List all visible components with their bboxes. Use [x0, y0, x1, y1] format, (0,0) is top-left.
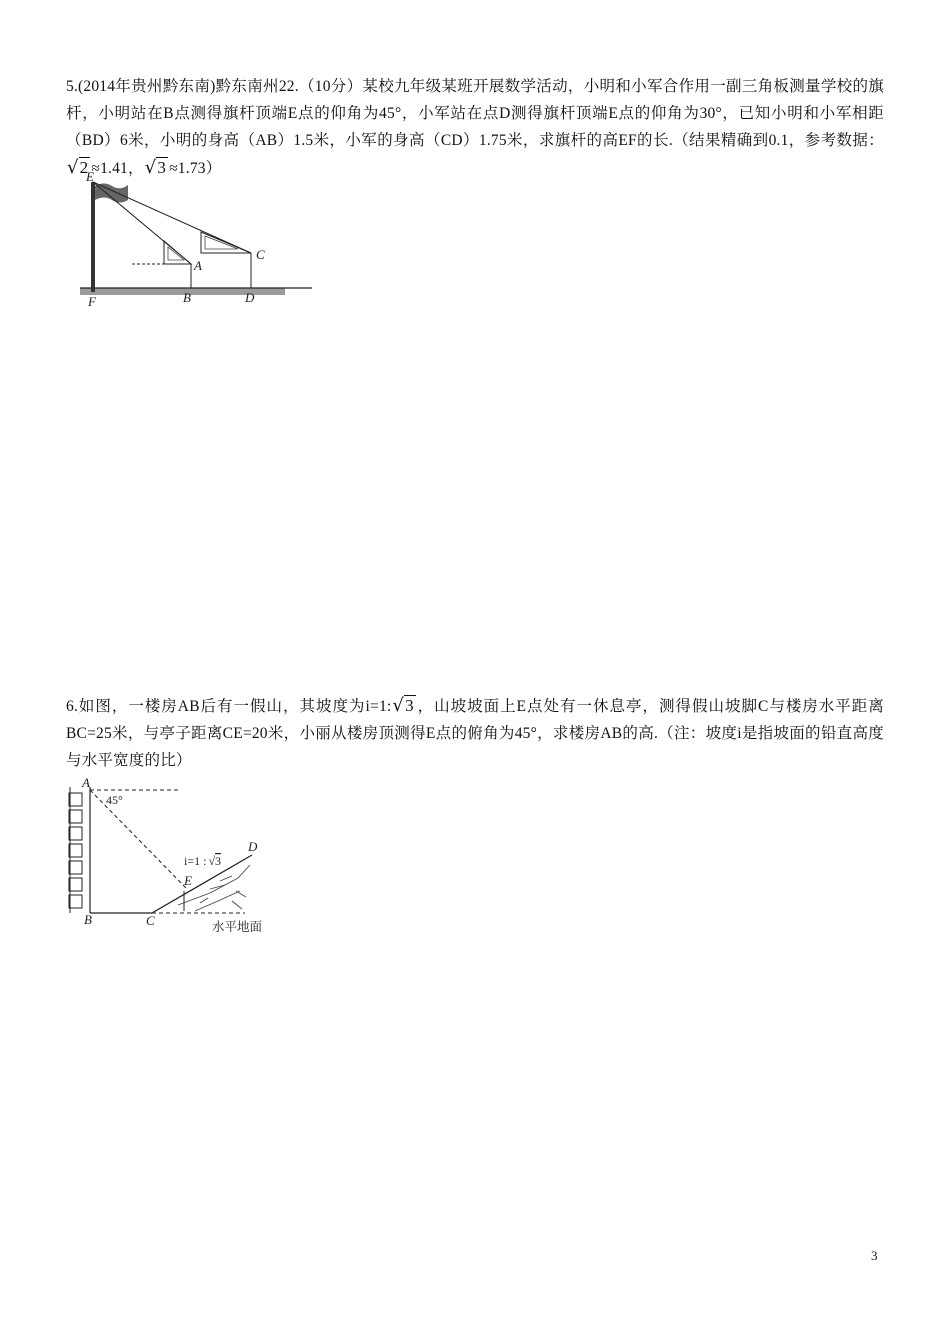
label-A: A	[82, 775, 90, 790]
problem-6-body-end: ，山坡坡面上E点处有一休息亭，测得假山坡脚C与楼房水平距离BC=25米，与亭子距离CE=20米，小丽从楼房顶测得E点的俯角为45°，求楼房AB的高.（注：坡度i是指坡面的铅直高度与水平宽度的比）	[66, 698, 884, 769]
sqrt-2-value: ≈1.41，	[91, 160, 144, 177]
sqrt-3-radicand: 3	[157, 158, 167, 177]
problem-5-body: 5.(2014年贵州黔东南)黔东南州22.（10分）某校九年级某班开展数学活动，小明和小军合作用一副三角板测量学校的旗杆，小明站在B点测得旗杆顶端E点的仰角为45°，小军站在点D测得旗杆顶端E点的仰角为30°，已知小明和小军相距（BD）6米，小明的身高（AB）1.5米，小军的身高（CD）1.75米，求旗杆的高EF的长.（结果精确到0.1，参考数据：	[66, 78, 884, 149]
label-E: E	[86, 169, 94, 184]
label-B: B	[183, 290, 191, 305]
label-D: D	[245, 290, 255, 305]
label-F: F	[88, 294, 96, 309]
label-A: A	[194, 258, 202, 273]
label-B: B	[84, 912, 92, 927]
triangle-board-30-inner	[205, 236, 238, 249]
sqrt-3-expression: √3	[144, 157, 167, 178]
sight-line-A-to-E	[90, 790, 188, 890]
building-windows	[69, 793, 82, 908]
triangle-board-45-inner	[168, 247, 184, 260]
problem-5-figure	[60, 168, 320, 310]
sqrt-3-value: ≈1.73）	[169, 160, 222, 177]
problem-5-text	[66, 73, 884, 182]
hill-hatching	[178, 865, 250, 911]
angle-45-label: 45°	[106, 793, 123, 807]
label-C: C	[256, 247, 265, 262]
sqrt-2-expression: √2	[67, 157, 89, 178]
problem-6-text	[66, 692, 884, 774]
ground-label: 水平地面	[212, 919, 263, 934]
problem-6-body-start: 6.如图，一楼房AB后有一假山，其坡度为i=1:	[66, 698, 392, 715]
sight-line-from-C	[93, 182, 251, 253]
triangle-board-30	[201, 232, 251, 253]
slope-ratio-label: i=1 : √3	[184, 854, 222, 868]
flag-shape	[95, 184, 128, 203]
problem-6-figure	[60, 773, 290, 941]
sqrt-2-radicand: 2	[79, 158, 89, 177]
label-C: C	[146, 913, 155, 928]
slope-sqrt-radicand: 3	[405, 696, 414, 715]
page-number: 3	[871, 1248, 878, 1263]
label-E: E	[184, 873, 192, 888]
slope-sqrt-expression: √3	[392, 695, 414, 716]
label-D: D	[248, 839, 258, 854]
